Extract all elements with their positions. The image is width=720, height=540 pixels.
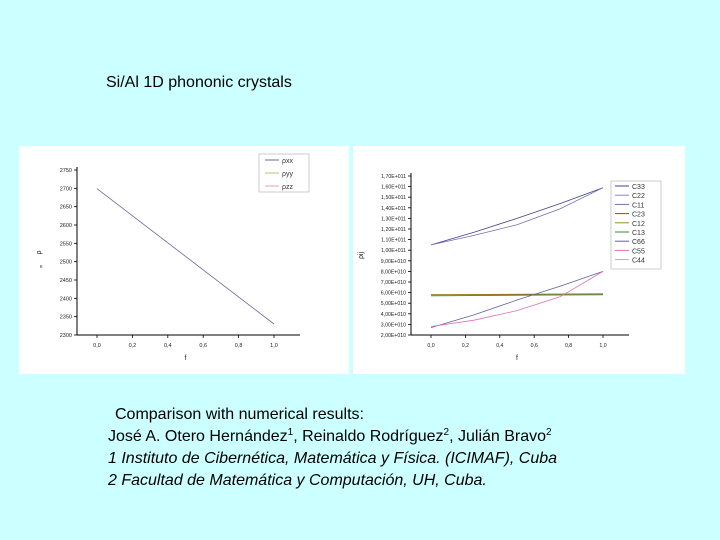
author-separator: ,: [449, 428, 458, 445]
legend-label: C33: [632, 184, 645, 191]
x-tick-label: 0,6: [199, 343, 208, 349]
y-tick-label: 2750: [59, 168, 72, 174]
series-line-c11: [431, 188, 603, 245]
author-affiliation: 1: [287, 427, 294, 438]
y-tick-label: 2700: [59, 186, 72, 193]
legend-label: C22: [632, 193, 645, 201]
x-tick-label: 0,8: [564, 343, 573, 349]
x-tick-label: 1,0: [270, 343, 278, 349]
legend-label: C66: [632, 239, 645, 247]
legend-label: C23: [632, 211, 645, 219]
x-tick-label: 0,0: [427, 343, 435, 349]
legend-label: C13: [632, 230, 645, 237]
y-tick-label: 4,00E+010: [380, 311, 406, 318]
x-tick-label: 0,2: [461, 343, 470, 349]
y-tick-label: 7,00E+010: [380, 280, 406, 286]
y-tick-label: 2600: [59, 223, 72, 229]
caption-heading: Comparison with numerical results:: [115, 406, 364, 423]
y-axis-unit-fragment: κ: [40, 264, 43, 270]
legend-label: ρxx: [282, 158, 293, 165]
y-tick-label: 2550: [59, 241, 72, 248]
series-line-ρxx: [97, 189, 274, 324]
legend-label: C11: [632, 202, 645, 210]
author-affiliation: 2: [546, 427, 552, 438]
x-tick-label: 0,4: [496, 343, 504, 349]
y-tick-label: 2350: [59, 314, 72, 321]
affiliation-1: 1 Instituto de Cibernética, Matemática y Física. (ICIMAF), Cuba: [108, 450, 558, 467]
y-tick-label: 2650: [59, 204, 72, 211]
y-tick-label: 1,10E+011: [381, 237, 406, 244]
author-separator: ,: [293, 428, 303, 445]
y-tick-label: 1,40E+011: [381, 205, 406, 212]
chart-elastic-constants: [353, 146, 685, 374]
y-tick-label: 2500: [59, 259, 72, 266]
x-tick-label: 1,0: [599, 343, 607, 349]
author-name: Julián Bravo: [457, 428, 547, 445]
author-affiliation: 2: [443, 427, 450, 438]
legend-label: ρyy: [282, 171, 293, 178]
x-tick-label: 0,0: [93, 343, 101, 349]
y-tick-label: 2,00E+010: [380, 333, 406, 339]
chart-density-panel: [19, 146, 349, 374]
legend-label: C44: [632, 257, 645, 265]
y-tick-label: 1,50E+011: [381, 195, 406, 202]
x-axis-label: f: [516, 355, 518, 362]
x-axis-label: f: [184, 355, 187, 362]
caption: [108, 404, 557, 492]
y-tick-label: 3,00E+010: [380, 322, 406, 329]
y-tick-label: 1,60E+011: [381, 184, 406, 191]
y-tick-label: 1,70E+011: [381, 174, 406, 180]
y-tick-label: 1,20E+011: [381, 227, 406, 233]
legend-label: C55: [632, 248, 645, 256]
y-tick-label: 1,30E+011: [381, 216, 406, 223]
author-name: José A. Otero Hernández: [108, 428, 288, 445]
y-tick-label: 5,00E+010: [380, 301, 406, 308]
authors-line: [108, 426, 557, 448]
chart-density: [19, 146, 349, 374]
y-tick-label: 8,00E+010: [380, 269, 406, 276]
series-line-c66: [431, 271, 603, 327]
series-line-c55: [431, 271, 603, 326]
y-tick-label: 2300: [59, 333, 72, 339]
affiliation-2: 2 Facultad de Matemática y Computación, UH, Cuba.: [108, 472, 487, 489]
chart-elastic-panel: [353, 146, 685, 374]
y-tick-label: 1,00E+011: [381, 248, 406, 255]
series-line-c33: [431, 188, 603, 245]
author-name: Reinaldo Rodríguez: [302, 428, 444, 445]
slide-title: Si/Al 1D phononic crystals: [106, 74, 292, 91]
x-tick-label: 0,6: [530, 343, 538, 349]
x-tick-label: 0,2: [128, 343, 137, 349]
legend-label: C12: [632, 220, 645, 228]
legend-label: ρzz: [282, 184, 293, 191]
y-tick-label: 2400: [59, 296, 72, 303]
y-tick-label: 2450: [59, 278, 72, 284]
y-axis-label: ρ: [36, 250, 43, 255]
y-axis-label: ρij: [358, 251, 365, 260]
x-tick-label: 0,8: [234, 343, 243, 349]
y-tick-label: 6,00E+010: [380, 290, 406, 297]
y-tick-label: 9,00E+010: [380, 258, 406, 265]
x-tick-label: 0,4: [163, 343, 172, 349]
